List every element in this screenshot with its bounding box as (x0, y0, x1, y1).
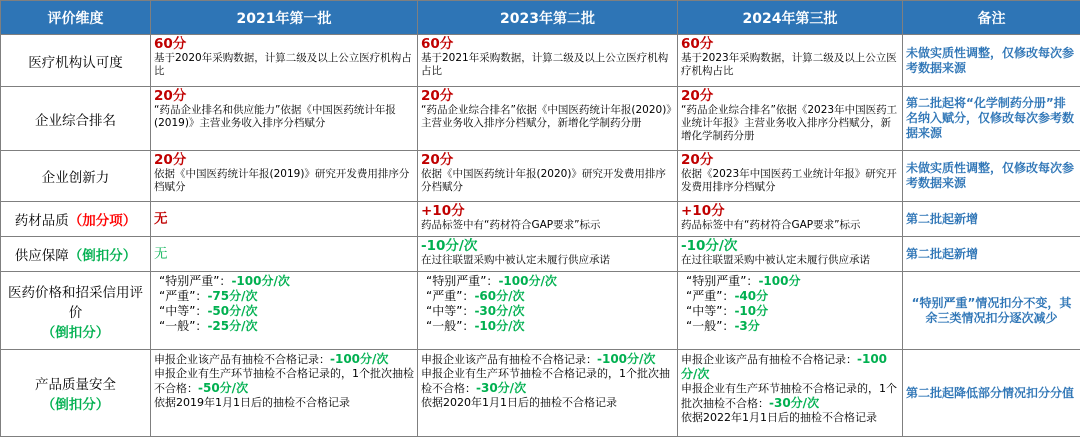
description: 药品标签中有“药材符合GAP要求”标示 (421, 219, 674, 232)
cell-2023 (418, 35, 678, 87)
score: 无 (154, 247, 414, 262)
score: 60分 (421, 37, 674, 52)
description: “药品企业综合排名”依据《中国医药统计年报(2020)》主营业务收入排序分档赋分，新增化学制药分册 (421, 104, 674, 130)
cell-2021 (151, 272, 418, 350)
bonus-tag: （加分项） (69, 213, 137, 229)
score: +10分 (681, 204, 899, 219)
cell-2023 (418, 272, 678, 350)
note-cell: 第二批起将“化学制药分册”排名纳入赋分，仅修改每次参考数据来源 (903, 87, 1080, 151)
rule-a: 申报企业该产品有抽检不合格记录：-100分/次 (421, 352, 674, 367)
header-notes: 备注 (903, 1, 1080, 35)
level-line: “中等”：-10分 (686, 304, 899, 319)
dimension-cell (1, 237, 151, 272)
cell-2023 (418, 350, 678, 437)
rule-b: 申报企业有生产环节抽检不合格记录的，1个批次抽检不合格：-30分/次 (421, 367, 674, 396)
deduction-tag: （倒扣分） (42, 325, 110, 341)
dimension-cell (1, 202, 151, 237)
cell-2021 (151, 87, 418, 151)
level-line: “严重”：-60分/次 (426, 289, 674, 304)
dimension-label: 药材品质 (15, 213, 69, 229)
cell-2024 (678, 151, 903, 202)
score: +10分 (421, 204, 674, 219)
note-cell: 未做实质性调整，仅修改每次参考数据来源 (903, 35, 1080, 87)
description: “药品企业综合排名”依据《2023年中国医药工业统计年报》主营业务收入排序分档赋分，新增化学制药分册 (681, 104, 899, 143)
score: 20分 (681, 89, 899, 104)
cell-2021 (151, 151, 418, 202)
basis: 依据2019年1月1日后的抽检不合格记录 (154, 396, 414, 410)
score: 无 (154, 212, 414, 227)
score: 20分 (154, 89, 414, 104)
cell-2024 (678, 202, 903, 237)
cell-2021 (151, 237, 418, 272)
cell-2024 (678, 237, 903, 272)
cell-2023 (418, 87, 678, 151)
rule-a: 申报企业该产品有抽检不合格记录：-100分/次 (681, 352, 899, 382)
level-line: “严重”：-40分 (686, 289, 899, 304)
description: “药品企业排名和供应能力”依据《中国医药统计年报(2019)》主营业务收入排序分档赋分 (154, 104, 414, 130)
table-row (1, 35, 1080, 87)
level-line: “一般”：-10分/次 (426, 319, 674, 334)
basis: 依据2022年1月1日后的抽检不合格记录 (681, 411, 899, 425)
header-dimension: 评价维度 (1, 1, 151, 35)
score: 20分 (421, 89, 674, 104)
level-line: “特别严重”：-100分 (686, 274, 899, 289)
cell-2024 (678, 87, 903, 151)
dimension-cell (1, 350, 151, 437)
note-cell: 未做实质性调整，仅修改每次参考数据来源 (903, 151, 1080, 202)
deduction-tag: （倒扣分） (69, 248, 137, 264)
table-row (1, 202, 1080, 237)
note-cell: 第二批起新增 (903, 202, 1080, 237)
score: 20分 (681, 153, 899, 168)
dimension-cell (1, 272, 151, 350)
header-batch-2023: 2023年第二批 (418, 1, 678, 35)
dimension-label: 产品质量安全 (35, 377, 116, 393)
dimension-label: 企业创新力 (42, 170, 110, 186)
description: 基于2021年采购数据，计算二级及以上公立医疗机构占比 (421, 52, 674, 78)
dimension-label: 企业综合排名 (35, 113, 116, 129)
cell-2023 (418, 151, 678, 202)
level-line: “中等”：-50分/次 (159, 304, 414, 319)
level-line: “特别严重”：-100分/次 (159, 274, 414, 289)
description: 依据《中国医药统计年报(2019)》研究开发费用排序分档赋分 (154, 168, 414, 194)
dimension-label: 医疗机构认可度 (28, 55, 123, 71)
score: 20分 (421, 153, 674, 168)
level-line: “一般”：-25分/次 (159, 319, 414, 334)
level-line: “中等”：-30分/次 (426, 304, 674, 319)
cell-2021 (151, 202, 418, 237)
dimension-cell (1, 35, 151, 87)
description: 基于2020年采购数据，计算二级及以上公立医疗机构占比 (154, 52, 414, 78)
cell-2023 (418, 202, 678, 237)
header-batch-2024: 2024年第三批 (678, 1, 903, 35)
level-line: “严重”：-75分/次 (159, 289, 414, 304)
rule-a: 申报企业该产品有抽检不合格记录：-100分/次 (154, 352, 414, 367)
note-cell: 第二批起新增 (903, 237, 1080, 272)
table-row (1, 350, 1080, 437)
level-line: “一般”：-3分 (686, 319, 899, 334)
cell-2024 (678, 350, 903, 437)
rule-b: 申报企业有生产环节抽检不合格记录的，1个批次抽检不合格：-50分/次 (154, 367, 414, 396)
dimension-cell (1, 87, 151, 151)
note-cell: 第二批起降低部分情况扣分分值 (903, 350, 1080, 437)
description: 依据《2023年中国医药工业统计年报》研究开发费用排序分档赋分 (681, 168, 899, 194)
table-row (1, 151, 1080, 202)
dimension-label: 医药价格和招采信用评价 (8, 285, 143, 321)
header-row (1, 1, 1080, 35)
description: 药品标签中有“药材符合GAP要求”标示 (681, 219, 899, 232)
score: -10分/次 (681, 239, 899, 254)
cell-2021 (151, 35, 418, 87)
score: -10分/次 (421, 239, 674, 254)
cell-2023 (418, 237, 678, 272)
description: 在过往联盟采购中被认定未履行供应承诺 (421, 254, 674, 267)
score: 60分 (154, 37, 414, 52)
cell-2024 (678, 272, 903, 350)
cell-2021 (151, 350, 418, 437)
description: 依据《中国医药统计年报(2020)》研究开发费用排序分档赋分 (421, 168, 674, 194)
dimension-cell (1, 151, 151, 202)
level-line: “特别严重”：-100分/次 (426, 274, 674, 289)
description: 在过往联盟采购中被认定未履行供应承诺 (681, 254, 899, 267)
description: 基于2023年采购数据，计算二级及以上公立医疗机构占比 (681, 52, 899, 78)
note-cell: “特别严重”情况扣分不变，其余三类情况扣分逐次减少 (903, 272, 1080, 350)
score: 60分 (681, 37, 899, 52)
cell-2024 (678, 35, 903, 87)
table-row (1, 237, 1080, 272)
score: 20分 (154, 153, 414, 168)
basis: 依据2020年1月1日后的抽检不合格记录 (421, 396, 674, 410)
deduction-tag: （倒扣分） (42, 397, 110, 413)
table-row (1, 87, 1080, 151)
table-row (1, 272, 1080, 350)
dimension-label: 供应保障 (15, 248, 69, 264)
rule-b: 申报企业有生产环节抽检不合格记录的，1个批次抽检不合格：-30分/次 (681, 382, 899, 411)
header-batch-2021: 2021年第一批 (151, 1, 418, 35)
